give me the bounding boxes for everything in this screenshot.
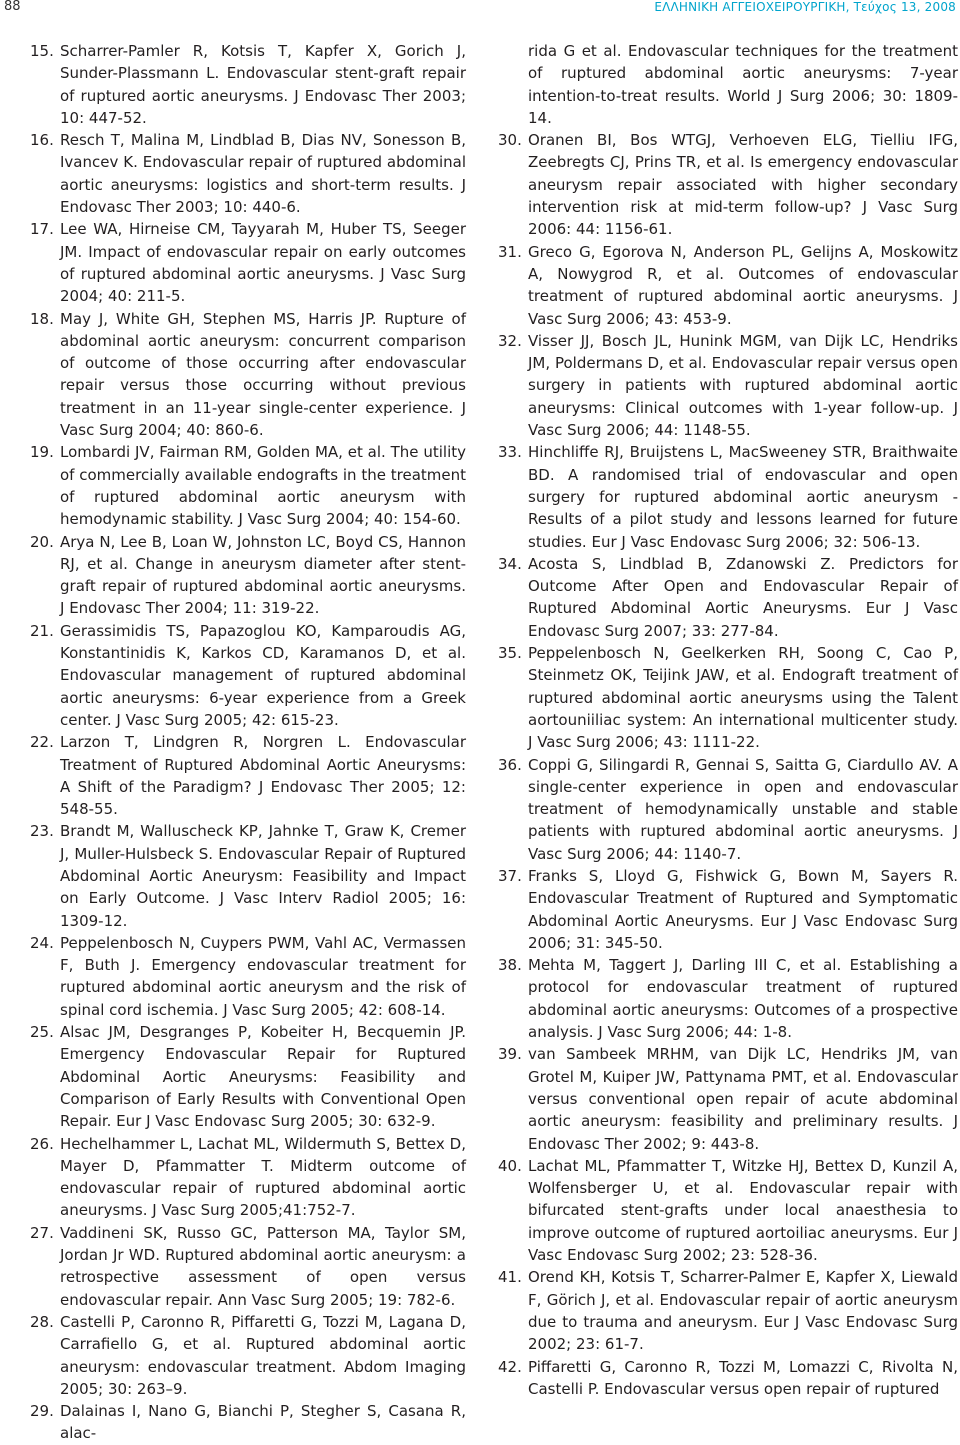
reference-text: Orend KH, Kotsis T, Scharrer-Palmer E, Kapfer X, Liewald F, Görich J, et al. Endovascular repair of aortic aneurysm due to trauma and aneurysm. Eur J Vasc Endovasc Surg 2002; 23: 61-7. (528, 1268, 958, 1354)
reference-number: 40. (498, 1156, 522, 1175)
reference-item (498, 441, 958, 552)
reference-text: Lachat ML, Pfammatter T, Witzke HJ, Bettex D, Kunzil A, Wolfensberger U, et al. Endovascular repair with bifurcated stent-grafts under local anaesthesia to improve outcome of ruptured aortoiliac aneurysms. Eur J Vasc Endovasc Surg 2002; 23: 528-36. (528, 1156, 958, 1265)
reference-number: 20. (30, 532, 54, 551)
reference-item (498, 1155, 958, 1266)
reference-text: Larzon T, Lindgren R, Norgren L. Endovascular Treatment of Ruptured Abdominal Aortic Aneurysms: A Shift of the Paradigm? J Endovasc Ther 2005; 12: 548-55. (60, 733, 466, 819)
reference-item (498, 1356, 958, 1401)
reference-number: 19. (30, 443, 54, 462)
reference-item-continuation (498, 40, 958, 129)
reference-text: Arya N, Lee B, Loan W, Johnston LC, Boyd CS, Hannon RJ, et al. Change in aneurysm diameter after stent-graft repair of ruptured abdominal aortic aneurysms. J Endovasc Ther 2004; 11: 319-22. (60, 532, 466, 618)
reference-text: Alsac JM, Desgranges P, Kobeiter H, Becquemin JP. Emergency Endovascular Repair for Ruptured Abdominal Aortic Aneurysms: Feasibility and Comparison of Early Results with Conventional Open Repair. Eur J Vasc Endovasc Surg 2005; 30: 632-9. (60, 1023, 466, 1131)
page-header (0, 0, 960, 24)
reference-item (30, 1400, 466, 1445)
reference-number: 33. (498, 443, 522, 462)
reference-text: Lee WA, Hirneise CM, Tayyarah M, Huber TS, Seeger JM. Impact of endovascular repair on early outcomes of ruptured abdominal aortic aneurysms. J Vasc Surg 2004; 40: 211-5. (60, 220, 466, 306)
reference-text: Resch T, Malina M, Lindblad B, Dias NV, Sonesson B, Ivancev K. Endovascular repair of ruptured abdominal aortic aneurysms: logistics and short-term results. J Endovasc Ther 2003; 10: 440-6. (60, 131, 466, 217)
reference-text: Dalainas I, Nano G, Bianchi P, Stegher S, Casana R, alac- (60, 1402, 466, 1443)
reference-text: Peppelenbosch N, Geelkerken RH, Soong C, Cao P, Steinmetz OK, Teijink JAW, et al. Endograft treatment of ruptured abdominal aortic aneurysms using the Talent aortouniiliac system: An international multicenter study. J Vasc Surg 2006; 43: 1111-22. (528, 644, 958, 752)
reference-number: 16. (30, 131, 54, 150)
reference-item (30, 1133, 466, 1222)
reference-number: 35. (498, 644, 522, 663)
reference-text: Vaddineni SK, Russo GC, Patterson MA, Taylor SM, Jordan Jr WD. Ruptured abdominal aortic aneurysm: a retrospective assessment of open versus endovascular repair. Ann Vasc Surg 2005; 19: 782-6. (60, 1223, 466, 1309)
reference-item (498, 241, 958, 330)
reference-number: 31. (498, 242, 522, 261)
reference-number: 36. (498, 755, 522, 774)
reference-item (30, 531, 466, 620)
reference-text: Peppelenbosch N, Cuypers PWM, Vahl AC, Vermassen F, Buth J. Emergency endovascular treatment for ruptured abdominal aortic aneurysm and the risk of spinal cord ischemia. J Vasc Surg 2005; 42: 608-14. (60, 933, 466, 1019)
reference-number: 29. (30, 1402, 54, 1421)
reference-number: 34. (498, 554, 522, 573)
reference-number: 41. (498, 1268, 522, 1287)
reference-text: Piffaretti G, Caronno R, Tozzi M, Lomazzi C, Rivolta N, Castelli P. Endovascular versus open repair of ruptured (528, 1357, 958, 1398)
reference-number: 28. (30, 1312, 54, 1331)
reference-number: 24. (30, 933, 54, 952)
reference-item (498, 129, 958, 240)
reference-text: Acosta S, Lindblad B, Zdanowski Z. Predictors for Outcome After Open and Endovascular Repair of Ruptured Abdominal Aortic Aneurysms. Eur J Vasc Endovasc Surg 2007; 33: 277-84. (528, 554, 958, 640)
reference-number: 23. (30, 822, 54, 841)
page-number: 88 (4, 0, 21, 14)
reference-item (30, 441, 466, 530)
reference-number: 25. (30, 1023, 54, 1042)
reference-text: rida G et al. Endovascular techniques for the treatment of ruptured abdominal aortic aneurysms: 7-year intention-to-treat results. World J Surg 2006; 30: 1809-14. (528, 42, 958, 127)
reference-number: 21. (30, 621, 54, 640)
reference-number: 27. (30, 1223, 54, 1242)
reference-item (498, 642, 958, 753)
reference-item (30, 820, 466, 931)
reference-text: Greco G, Egorova N, Anderson PL, Gelijns A, Moskowitz A, Nowygrod R, et al. Outcomes of endovascular treatment of ruptured abdominal aortic aneurysms. J Vasc Surg 2006; 43: 453-9. (528, 242, 958, 328)
reference-item (498, 865, 958, 954)
reference-number: 18. (30, 309, 54, 328)
reference-text: van Sambeek MRHM, van Dijk LC, Hendriks JM, van Grotel M, Kuiper JW, Pattynama PMT, et al. Endovascular versus conventional open repair of acute abdominal aortic aneurysm: feasibility and preliminary results. J Endovasc Ther 2002; 9: 443-8. (528, 1045, 958, 1153)
journal-running-head: ΕΛΛΗΝΙΚΗ ΑΓΓΕΙΟΧΕΙΡΟΥΡΓΙΚΗ, Τεύχος 13, 2008 (654, 0, 956, 14)
reference-text: Franks S, Lloyd G, Fishwick G, Bown M, Sayers R. Endovascular Treatment of Ruptured and Symptomatic Abdominal Aortic Aneurysms. Eur J Vasc Endovasc Surg 2006; 31: 345-50. (528, 866, 958, 952)
reference-text: Castelli P, Caronno R, Piffaretti G, Tozzi M, Lagana D, Carrafiello G, et al. Ruptured abdominal aortic aneurysm: endovascular treatment. Abdom Imaging 2005; 30: 263–9. (60, 1312, 466, 1398)
reference-text: May J, White GH, Stephen MS, Harris JP. Rupture of abdominal aortic aneurysm: concurrent comparison of outcome of those occurring after endovascular repair versus those occurring without previous treatment in an 11-year single-center experience. J Vasc Surg 2004; 40: 860-6. (60, 309, 466, 440)
reference-item (498, 553, 958, 642)
reference-item (30, 129, 466, 218)
reference-item (30, 1021, 466, 1132)
reference-text: Coppi G, Silingardi R, Gennai S, Saitta G, Ciardullo AV. A single-center experience in open and endovascular treatment of hemodynamically unstable and stable patients with ruptured abdominal aortic aneurysms. J Vasc Surg 2006; 44: 1140-7. (528, 755, 958, 863)
reference-item (498, 954, 958, 1043)
reference-text: Oranen BI, Bos WTGJ, Verhoeven ELG, Tielliu IFG, Zeebregts CJ, Prins TR, et al. Is emergency endovascular aneurysm repair associated with higher secondary intervention risk at mid-term follow-up? J Vasc Surg 2006: 44: 1156-61. (528, 131, 958, 239)
reference-text: Scharrer-Pamler R, Kotsis T, Kapfer X, Gorich J, Sunder-Plassmann L. Endovascular stent-graft repair of ruptured aortic aneurysms. J Endovasc Ther 2003; 10: 447-52. (60, 42, 466, 127)
reference-item (498, 1266, 958, 1355)
reference-item (30, 1222, 466, 1311)
reference-text: Hinchliffe RJ, Bruijstens L, MacSweeney STR, Braithwaite BD. A randomised trial of endovascular and open surgery for ruptured abdominal aortic aneurysm - Results of a pilot study and lessons learned for future studies. Eur J Vasc Endovasc Surg 2006; 32: 506-13. (528, 443, 958, 551)
reference-number: 17. (30, 220, 54, 239)
reference-number: 15. (30, 42, 54, 60)
reference-text: Mehta M, Taggert J, Darling III C, et al. Establishing a protocol for endovascular treatment of ruptured abdominal aortic aneurysms: Outcomes of a prospective analysis. J Vasc Surg 2006; 44: 1-8. (528, 956, 958, 1042)
reference-text: Gerassimidis TS, Papazoglou KO, Kamparoudis AG, Konstantinidis K, Karkos CD, Karamanos D, et al. Endovascular management of ruptured abdominal aortic aneurysms: 6-year experience from a Greek center. J Vasc Surg 2005; 42: 615-23. (60, 621, 466, 729)
reference-text: Visser JJ, Bosch JL, Hunink MGM, van Dijk LC, Hendriks JM, Poldermans D, et al. Endovascular repair versus open surgery in patients with ruptured abdominal aortic aneurysms: Clinical outcomes with 1-year follow-up. J Vasc Surg 2006; 44: 1148-55. (528, 331, 958, 440)
reference-number: 38. (498, 956, 522, 975)
reference-item (498, 754, 958, 865)
right-reference-column (498, 40, 958, 1398)
reference-text: Brandt M, Walluscheck KP, Jahnke T, Graw K, Cremer J, Muller-Hulsbeck S. Endovascular Repair of Ruptured Abdominal Aortic Aneurysm: Feasibility and Impact on Early Outcome. J Vasc Interv Radiol 2005; 16: 1309-12. (60, 822, 466, 930)
reference-text: Hechelhammer L, Lachat ML, Wildermuth S, Bettex D, Mayer D, Pfammatter T. Midterm outcome of endovascular repair of ruptured abdominal aortic aneurysms. J Vasc Surg 2005;41:752-7. (60, 1134, 466, 1220)
reference-text: Lombardi JV, Fairman RM, Golden MA, et al. The utility of commercially available endografts in the treatment of ruptured abdominal aortic aneurysm with hemodynamic stability. J Vasc Surg 2004; 40: 154-60. (60, 443, 466, 529)
reference-item (30, 620, 466, 731)
reference-item (30, 1311, 466, 1400)
left-reference-column (30, 40, 466, 1443)
reference-number: 30. (498, 131, 522, 150)
reference-item (498, 1043, 958, 1154)
reference-item (30, 308, 466, 442)
reference-number: 22. (30, 733, 54, 752)
reference-item (30, 218, 466, 307)
reference-number: 26. (30, 1134, 54, 1153)
reference-number: 32. (498, 331, 522, 350)
reference-item (30, 731, 466, 820)
reference-item (30, 932, 466, 1021)
reference-number: 37. (498, 866, 522, 885)
reference-number: 42. (498, 1357, 522, 1376)
reference-item (30, 40, 466, 129)
reference-number: 39. (498, 1045, 522, 1064)
reference-item (498, 330, 958, 441)
